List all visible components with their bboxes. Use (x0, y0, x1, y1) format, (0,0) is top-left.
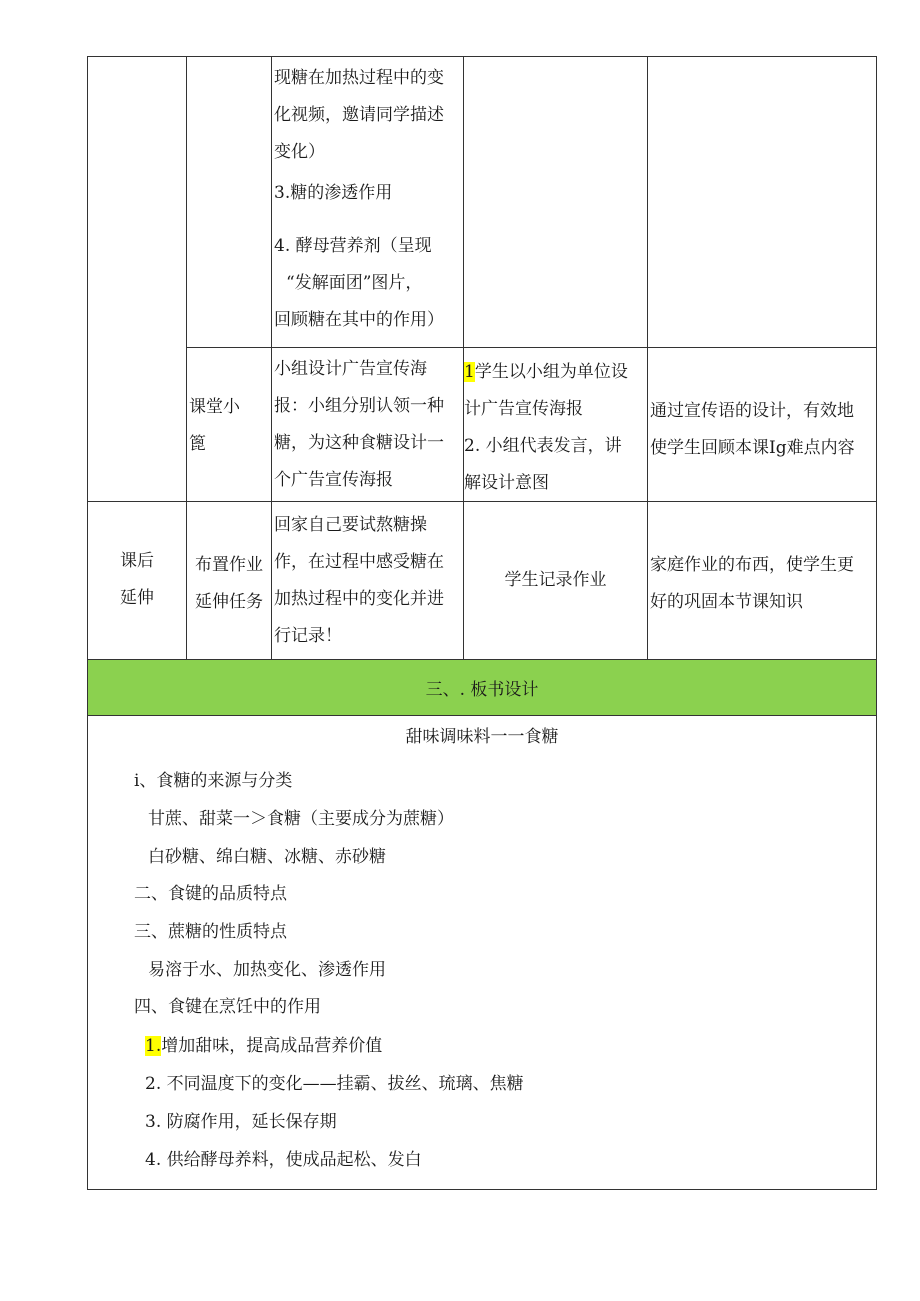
student-activity-cell (464, 354, 628, 502)
activity-cell (274, 60, 444, 339)
phase-label (88, 543, 186, 617)
board-line: 二、食键的品质特点 (134, 884, 287, 904)
cell-line: 延伸 (120, 588, 154, 608)
cell-line: 行记录！ (274, 626, 342, 646)
board-line: 白砂糖、绵白糖、冰糖、赤砂糖 (148, 847, 386, 867)
board-line: 3. 防腐作用，延长保存期 (145, 1112, 337, 1132)
cell-line: 好的巩固本节课知识 (650, 592, 803, 612)
board-line: 4. 供给酵母养料，使成品起松、发白 (145, 1150, 422, 1170)
cell-line: 糖，为这种食糖设计一 (274, 433, 444, 453)
cell-line: 解设计意图 (464, 473, 549, 493)
cell-line: 计广告宣传海报 (464, 399, 583, 419)
cell-line: 4. 酵母营养剂（呈现 (274, 236, 432, 256)
cell-line: 回顾糖在其中的作用） (274, 310, 444, 330)
grid-line (647, 56, 648, 659)
section-header-text: 三、. 板书设计 (425, 680, 539, 700)
lesson-plan-table (87, 56, 877, 1190)
cell-line: 现糖在加热过程中的变 (274, 68, 444, 88)
board-line: 2. 不同温度下的变化——挂霸、拔丝、琉璃、焦糖 (145, 1074, 524, 1094)
cell-line: “发解面团”图片， (286, 273, 423, 293)
cell-line: 课后 (120, 551, 154, 571)
cell-line: 学生记录作业 (504, 570, 607, 590)
board-line: i、食糖的来源与分类 (134, 771, 293, 791)
cell-line: 通过宣传语的设计，有效地 (650, 401, 854, 421)
cell-line: 化视频，邀请同学描述 (274, 105, 444, 125)
stage-label (187, 547, 271, 621)
grid-line (87, 715, 877, 716)
design-intent-cell (650, 547, 854, 621)
board-line: 四、食键在烹饪中的作用 (134, 997, 321, 1017)
cell-line-text: 学生以小组为单位设 (474, 362, 628, 382)
section-header (88, 660, 876, 715)
grid-line (271, 56, 272, 659)
cell-line: 加热过程中的变化并进 (274, 589, 444, 609)
teacher-activity-cell (274, 351, 444, 499)
cell-line: 个广告宣传海报 (274, 470, 393, 490)
student-activity-cell (464, 562, 647, 599)
board-line: 甘蔗、甜菜一＞食糖（主要成分为蔗糖） (148, 809, 454, 829)
board-line (145, 1031, 382, 1056)
teacher-activity-cell (274, 507, 444, 655)
cell-line: 变化） (274, 142, 325, 162)
highlight-mark: 1. (145, 1036, 162, 1056)
board-line: 易溶于水、加热变化、渗透作用 (148, 960, 386, 980)
grid-line (186, 347, 876, 348)
cell-line: 家庭作业的布西，使学生更 (650, 555, 854, 575)
cell-line: 回家自己要试熬糖操 (274, 515, 427, 535)
board-title: 甜味调味料一一食糖 (405, 727, 559, 747)
cell-line: 作，在过程中感受糖在 (274, 552, 444, 572)
stage-label (189, 389, 240, 463)
cell-line: 篦 (189, 434, 206, 454)
cell-line: 使学生回顾本课Ig难点内容 (650, 438, 855, 458)
cell-line (464, 354, 628, 391)
highlight-mark: 1 (464, 362, 475, 382)
cell-line: 2. 小组代表发言，讲 (464, 436, 622, 456)
cell-line: 布置作业 (195, 555, 263, 575)
board-line-text: 增加甜味，提高成品营养价值 (161, 1036, 383, 1056)
cell-line: 报：小组分别认领一种 (274, 396, 444, 416)
board-line: 三、蔗糖的性质特点 (134, 922, 287, 942)
cell-line: 小组设计广告宣传海 (274, 359, 427, 379)
cell-line: 3.糖的渗透作用 (274, 183, 393, 203)
design-intent-cell (650, 393, 855, 467)
cell-line: 课堂小 (189, 397, 240, 417)
cell-line: 延伸任务 (195, 592, 263, 612)
